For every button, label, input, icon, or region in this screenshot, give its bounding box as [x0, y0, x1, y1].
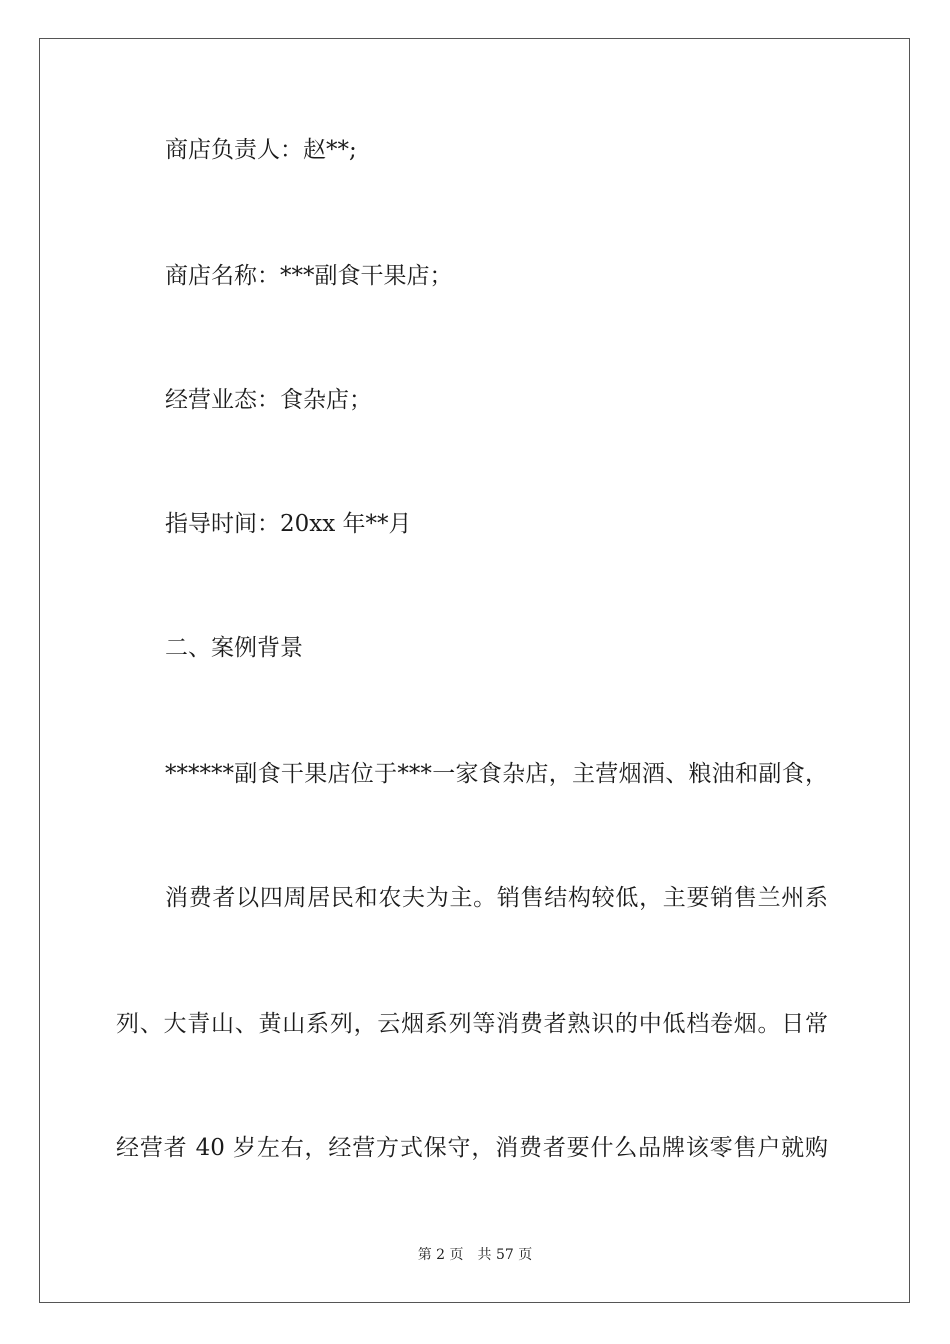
- paragraph-line-4: 经营者 40 岁左右，经营方式保守，消费者要什么品牌该零售户就购: [116, 1135, 828, 1161]
- business-format-line: 经营业态：食杂店；: [165, 387, 372, 413]
- guidance-time-line: 指导时间：20xx 年**月: [165, 511, 412, 537]
- section-heading: 二、案例背景: [165, 635, 303, 661]
- store-name-line: 商店名称：***副食干果店；: [165, 263, 453, 289]
- paragraph-line-3: 列、大青山、黄山系列，云烟系列等消费者熟识的中低档卷烟。日常: [116, 1011, 828, 1037]
- page-footer: [0, 1245, 950, 1265]
- paragraph-line-1: ******副食干果店位于***一家食杂店，主营烟酒、粮油和副食，: [165, 761, 828, 787]
- total-pages: 共 57 页: [477, 1247, 533, 1263]
- paragraph-line-2: 消费者以四周居民和农夫为主。销售结构较低，主要销售兰州系: [165, 885, 828, 911]
- page-frame: [39, 38, 910, 1303]
- store-manager-line: 商店负责人：赵**;: [165, 137, 357, 163]
- page-number: 第 2 页: [417, 1247, 464, 1263]
